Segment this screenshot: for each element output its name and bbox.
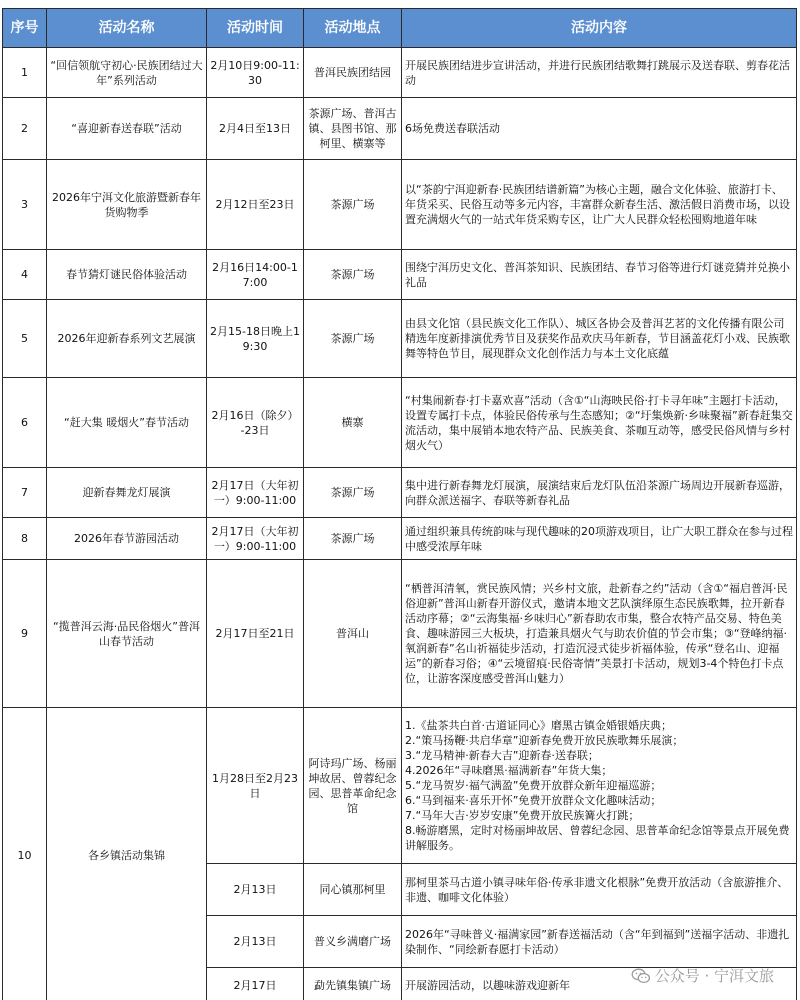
- table-header-row: [3, 9, 797, 48]
- row-activity-name: “喜迎新春送春联”活动: [47, 98, 207, 160]
- row-activity-place: 普洱山: [304, 560, 402, 708]
- row-activity-time: 2月16日14:00-17:00: [207, 250, 304, 300]
- header-activity-place: 活动地点: [304, 9, 402, 48]
- row-activity-time: 2月4日至13日: [207, 98, 304, 160]
- row-activity-content-list: [402, 708, 797, 864]
- row-activity-content: 围绕宁洱历史文化、普洱茶知识、民族团结、春节习俗等进行灯谜竞猜并兑换小礼品: [402, 250, 797, 300]
- row-no: 4: [3, 250, 47, 300]
- row-no: 8: [3, 518, 47, 560]
- row-activity-time: 2月17日: [207, 968, 304, 1000]
- row-activity-content: 以“茶韵宁洱迎新春·民族团结谱新篇”为核心主题，融合文化体验、旅游打卡、年货采买、民俗互动等多元内容，丰富群众新春生活、激活假日消费市场，以设置充满烟火气的一站式年货采购专区，让广大人民群众轻松囤购地道年味: [402, 160, 797, 250]
- table-row: [3, 300, 797, 378]
- row-activity-content: “村集闹新春·打卡嘉欢喜”活动（含①“山海映民俗·打卡寻年味”主题打卡活动，设置专属打卡点，体验民俗传承与生态感知；②“圩集焕新·乡味聚福”新春赶集交流活动，集中展销本地农特产品、民族美食、茶咖互动等，感受民俗风情与乡村烟火气）: [402, 378, 797, 468]
- row-activity-name: 2026年春节游园活动: [47, 518, 207, 560]
- row-activity-content: “栖普洱清氧，赏民族风情；兴乡村文旅，赴新春之约”活动（含①“福启普洱·民俗迎新”普洱山新春开游仪式，邀请本地文艺队演绎原生态民族歌舞，拉开新春活动序幕；②“云海集福·乡味归心”新春助农市集，整合农特产品交易、特色美食、趣味游园三大板块，打造兼具烟火气与助农价值的节会市集；③“登峰纳福·氧润新春”名山祈福徒步活动，打造沉浸式徒步祈福体验，传承“登名山、迎福运”的新春习俗；④“云境留痕·民俗寄情”美景打卡活动，规划3-4个特色打卡点位，让游客深度感受普洱山魅力）: [402, 560, 797, 708]
- row-activity-time: 2月17日（大年初一）9:00-11:00: [207, 468, 304, 518]
- row-activity-place: 同心镇那柯里: [304, 864, 402, 916]
- row-activity-time: 2月17日（大年初一）9:00-11:00: [207, 518, 304, 560]
- row-activity-place: 茶源广场: [304, 160, 402, 250]
- row-activity-name: 2026年宁洱文化旅游暨新春年货购物季: [47, 160, 207, 250]
- table-row: [3, 468, 797, 518]
- group-activity-name: 各乡镇活动集锦: [47, 708, 207, 1000]
- row-no: 7: [3, 468, 47, 518]
- row-activity-content: 集中进行新春舞龙灯展演，展演结束后龙灯队伍沿茶源广场周边开展新春巡游，向群众派送福字、春联等新春礼品: [402, 468, 797, 518]
- row-activity-name: “揽普洱云海·品民俗烟火”普洱山春节活动: [47, 560, 207, 708]
- table-row: [3, 560, 797, 708]
- header-no: 序号: [3, 9, 47, 48]
- table-row: [3, 708, 797, 864]
- row-activity-place: 茶源广场: [304, 250, 402, 300]
- row-activity-name: “回信领航守初心·民族团结过大年”系列活动: [47, 48, 207, 98]
- row-activity-content: 由县文化馆（县民族文化工作队）、城区各协会及普洱艺茗的文化传播有限公司精选年度新排演优秀节目及获奖作品欢庆马年新春，节目涵盖花灯小戏、民族歌舞等特色节目，展现群众文化创作活力与本土文化底蕴: [402, 300, 797, 378]
- row-activity-place: 茶源广场: [304, 300, 402, 378]
- row-activity-place: 茶源广场: [304, 468, 402, 518]
- list-item: 7.“马年大吉·岁岁安康”免费开放民族篝火打跳；: [405, 809, 640, 822]
- row-activity-time: 2月12日至23日: [207, 160, 304, 250]
- header-activity-content: 活动内容: [402, 9, 797, 48]
- wechat-icon: [631, 968, 651, 984]
- row-activity-content: 开展民族团结进步宣讲活动，并进行民族团结歌舞打跳展示及送春联、剪春花活动: [402, 48, 797, 98]
- table-row: [3, 160, 797, 250]
- row-activity-name: 迎新春舞龙灯展演: [47, 468, 207, 518]
- row-activity-time: 2月13日: [207, 864, 304, 916]
- row-activity-time: 2月17日至21日: [207, 560, 304, 708]
- watermark-text: 公众号 · 宁洱文旅: [654, 967, 774, 985]
- row-activity-name: 2026年迎新春系列文艺展演: [47, 300, 207, 378]
- group-no: 10: [3, 708, 47, 1000]
- row-no: 6: [3, 378, 47, 468]
- row-activity-place: 横寨: [304, 378, 402, 468]
- table-row: [3, 518, 797, 560]
- header-activity-name: 活动名称: [47, 9, 207, 48]
- row-activity-content: 通过组织兼具传统韵味与现代趣味的20项游戏项目，让广大职工群众在参与过程中感受浓厚年味: [402, 518, 797, 560]
- row-no: 3: [3, 160, 47, 250]
- list-item: 8.畅游磨黑，定时对杨丽坤故居、曾蓉纪念园、思普革命纪念馆等景点开展免费讲解服务。: [405, 824, 790, 852]
- list-item: 4.2026年“寻味磨黑·福满新春”年货大集；: [405, 764, 613, 777]
- table-row: [3, 250, 797, 300]
- list-item: 3.“龙马精神·新春大吉”迎新春·送春联；: [405, 749, 599, 762]
- table-row: [3, 378, 797, 468]
- list-item: 1.《盐茶共白首·古道证同心》磨黑古镇金婚银婚庆典；: [405, 719, 672, 732]
- row-activity-place: 茶源广场、普洱古镇、县图书馆、那柯里、横寨等: [304, 98, 402, 160]
- activity-schedule-table: [2, 8, 797, 1000]
- row-activity-time: 2月10日9:00-11:30: [207, 48, 304, 98]
- row-activity-name: “赶大集 暖烟火”春节活动: [47, 378, 207, 468]
- row-no: 1: [3, 48, 47, 98]
- table-row: [3, 48, 797, 98]
- row-activity-place: 普洱民族团结园: [304, 48, 402, 98]
- row-activity-place: 阿诗玛广场、杨丽坤故居、曾蓉纪念园、思普革命纪念馆: [304, 708, 402, 864]
- row-activity-content: 2026年“寻味普义·福满家园”新春送福活动（含“年到福到”送福字活动、非遗扎染制作、“同绘新春愿打卡活动）: [402, 916, 797, 968]
- table-row: [3, 98, 797, 160]
- list-item: 5.“龙马贺岁·福气满盈”免费开放群众新年迎福巡游；: [405, 779, 662, 792]
- row-activity-place: 茶源广场: [304, 518, 402, 560]
- row-activity-time: 2月13日: [207, 916, 304, 968]
- row-no: 5: [3, 300, 47, 378]
- row-no: 9: [3, 560, 47, 708]
- row-activity-content: 6场免费送春联活动: [402, 98, 797, 160]
- row-activity-time: 2月16日（除夕）-23日: [207, 378, 304, 468]
- row-activity-name: 春节猜灯谜民俗体验活动: [47, 250, 207, 300]
- row-activity-time: 1月28日至2月23日: [207, 708, 304, 864]
- header-activity-time: 活动时间: [207, 9, 304, 48]
- row-activity-time: 2月15-18日晚上19:30: [207, 300, 304, 378]
- row-activity-content: 那柯里茶马古道小镇寻味年俗·传承非遗文化根脉”免费开放活动（含旅游推介、非遗、咖啡文化体验）: [402, 864, 797, 916]
- list-item: 6.“马到福来·喜乐开怀”免费开放群众文化趣味活动；: [405, 794, 662, 807]
- watermark: [631, 965, 774, 986]
- row-activity-place: 普义乡满磨广场: [304, 916, 402, 968]
- list-item: 2.“策马扬鞭·共启华章”迎新春免费开放民族歌舞乐展演；: [405, 734, 684, 747]
- row-activity-place: 勐先镇集镇广场: [304, 968, 402, 1000]
- row-activity-content: 开展游园活动，以趣味游戏迎新年: [402, 968, 797, 1000]
- row-no: 2: [3, 98, 47, 160]
